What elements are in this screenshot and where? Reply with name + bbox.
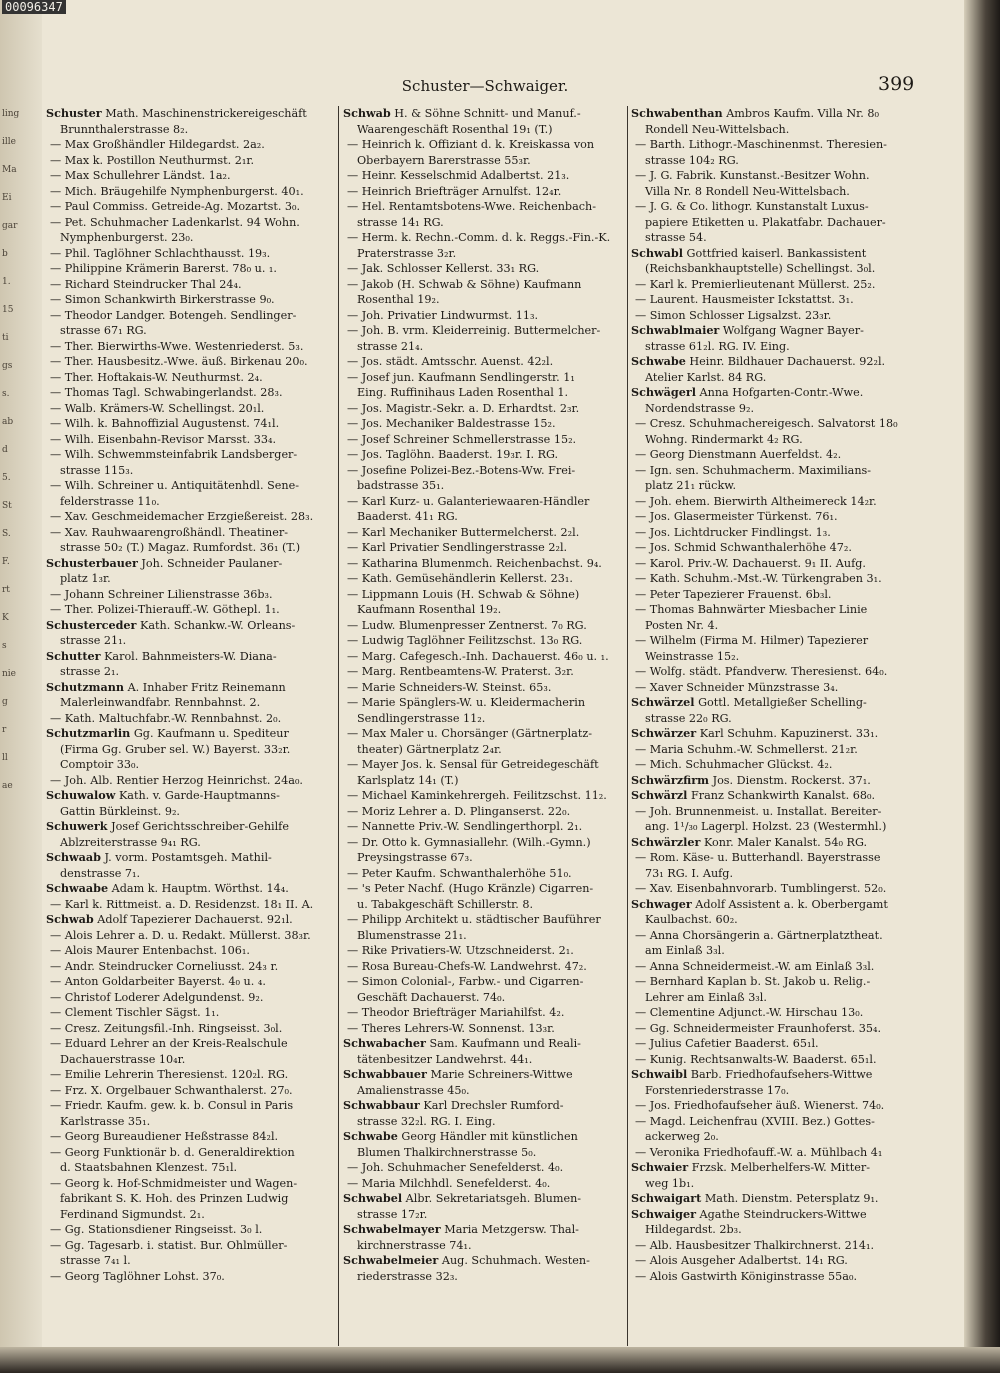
margin-note: K (2, 613, 9, 623)
margin-bleed-text (2, 100, 40, 800)
sub-entry: — Kath. Schuhm.-Mst.-W. Türkengraben 3₁. (635, 572, 882, 585)
sub-entry: — Heinrich k. Offiziant d. k. Kreiskassa von (347, 138, 595, 151)
entry-continuation: kirchnerstrasse 74₁. (357, 1238, 472, 1252)
sub-entry: — Philipp Architekt u. städtischer Bauführer (347, 913, 601, 926)
margin-note: ae (2, 781, 13, 791)
sub-entry: — J. G. & Co. lithogr. Kunstanstalt Luxus- (635, 200, 869, 213)
entry-continuation: Kaufmann Rosenthal 19₂. (357, 603, 502, 616)
page-number: 399 (878, 73, 915, 95)
sub-entry: — Georg Dienstmann Auerfeldst. 4₂. (635, 448, 842, 461)
entry-continuation: d. Staatsbahnen Klenzest. 75₁l. (60, 1161, 238, 1174)
sub-entry: — Christof Loderer Adelgundenst. 9₂. (50, 990, 264, 1004)
entry-continuation: Baaderst. 41₁ RG. (357, 510, 458, 523)
column-rule (338, 106, 339, 1346)
entry-continuation: Weinstrasse 15₂. (645, 649, 740, 663)
sub-entry: — Marg. Rentbeamtens-W. Praterst. 3₂r. (347, 665, 574, 678)
margin-note: nie (2, 669, 17, 679)
sub-entry: — Wilhelm (Firma M. Hilmer) Tapezierer (635, 634, 869, 647)
sub-entry: — Simon Schankwirth Birkerstrasse 9₀. (50, 293, 275, 306)
surname-entry: Schwabelmayer Maria Metzgersw. Thal- (343, 1222, 579, 1236)
surname-entry: Schutzmarlin Gg. Kaufmann u. Spediteur (46, 726, 289, 740)
sub-entry: — Joh. Brunnenmeist. u. Installat. Bereiter- (635, 804, 882, 818)
sub-entry: — Jos. städt. Amtsschr. Auenst. 42₂l. (347, 355, 554, 368)
sub-entry: — Emilie Lehrerin Theresienst. 120₂l. RG. (50, 1068, 289, 1081)
entry-continuation: Oberbayern Barerstrasse 55₃r. (357, 153, 531, 167)
entry-continuation: fabrikant S. K. Hoh. des Prinzen Ludwig (60, 1192, 289, 1205)
sub-entry: — Wilh. Eisenbahn-Revisor Marsst. 33₄. (50, 432, 277, 446)
surname-entry: Schwager Adolf Assistent a. k. Oberbergamt (631, 896, 888, 911)
entry-continuation: weg 1b₁. (645, 1176, 695, 1190)
surname-entry: Schwabbauer Marie Schreiners-Wittwe (343, 1067, 573, 1081)
entry-continuation: Wohng. Rindermarkt 4₂ RG. (645, 432, 803, 446)
entry-continuation: papiere Etiketten u. Plakatfabr. Dachauer- (645, 215, 886, 229)
sub-entry: — Kath. Maltuchfabr.-W. Rennbahnst. 2₀. (50, 711, 282, 725)
sub-entry: — Herm. k. Rechn.-Comm. d. k. Reggs.-Fin.-K. (347, 231, 611, 244)
margin-note: gs (2, 361, 13, 371)
margin-note: s (2, 641, 7, 651)
entry-continuation: riederstrasse 32₃. (357, 1269, 458, 1283)
sub-entry: — Ludwig Taglöhner Feilitzschst. 13₀ RG. (347, 634, 583, 647)
sub-entry: — Jak. Schlosser Kellerst. 33₁ RG. (347, 262, 540, 275)
sub-entry: — Joh. B. vrm. Kleiderreinig. Buttermelcher- (347, 324, 601, 337)
sub-entry: — Barth. Lithogr.-Maschinenmst. Theresien- (635, 138, 887, 151)
entry-continuation: strasse 67₁ RG. (60, 324, 147, 337)
surname-entry: Schuwerk Josef Gerichtsschreiber-Gehilfe (46, 819, 289, 833)
entry-continuation: strasse 54. (645, 231, 707, 244)
sub-entry: — Veronika Friedhofauff.-W. a. Mühlbach 4₁ (635, 1145, 883, 1159)
entry-continuation: Hildegardst. 2b₃. (645, 1223, 742, 1236)
entry-continuation: Atelier Karlst. 84 RG. (645, 370, 767, 384)
entry-continuation: Praterstrasse 3₂r. (357, 246, 457, 260)
entry-continuation: Karlsplatz 14₁ (T.) (357, 773, 459, 787)
entry-continuation: strasse 7₄₁ l. (60, 1254, 131, 1267)
surname-entry: Schutzmann A. Inhaber Fritz Reinemann (46, 679, 286, 694)
surname-entry: Schuster Math. Maschinenstrickereigeschäft (46, 106, 307, 120)
sub-entry: — Jos. Taglöhn. Baaderst. 19₃r. I. RG. (347, 448, 559, 461)
sub-entry: — Ther. Hoftakais-W. Neuthurmst. 2₄. (50, 370, 263, 384)
margin-note: Ma (2, 165, 17, 175)
entry-continuation: Gattin Bürkleinst. 9₂. (60, 804, 180, 818)
margin-note: S. (2, 529, 11, 539)
entry-continuation: strasse 2₁. (60, 665, 120, 678)
surname-entry: Schwaibl Barb. Friedhofaufsehers-Wittwe (631, 1067, 873, 1081)
surname-entry: Schwab H. & Söhne Schnitt- und Manuf.- (343, 106, 581, 120)
surname-entry: Schwabe Heinr. Bildhauer Dachauerst. 92₂l. (631, 354, 886, 368)
surname-entry: Schwärzl Franz Schankwirth Kanalst. 68₀. (631, 788, 876, 802)
entry-continuation: Dachauerstrasse 10₄r. (60, 1052, 186, 1066)
sub-entry: — Jos. Friedhofaufseher äuß. Wienerst. 74₀. (635, 1099, 885, 1112)
sub-entry: — Alois Maurer Entenbachst. 106₁. (50, 944, 250, 957)
sub-entry: — Gg. Schneidermeister Fraunhoferst. 35₄. (635, 1021, 882, 1035)
sub-entry: — Moriz Lehrer a. D. Plinganserst. 22₀. (347, 804, 571, 818)
sub-entry: — Peter Tapezierer Frauenst. 6b₃l. (635, 587, 832, 601)
sub-entry: — Max Schullehrer Ländst. 1a₂. (50, 169, 231, 182)
sub-entry: — 's Peter Nachf. (Hugo Kränzle) Cigarren- (347, 882, 594, 895)
sub-entry: — Max Großhändler Hildegardst. 2a₂. (50, 138, 265, 151)
sub-entry: — Laurent. Hausmeister Ickstattst. 3₁. (635, 293, 854, 306)
sub-entry: — Ign. sen. Schuhmacherm. Maximilians- (635, 463, 872, 477)
scan-id-stamp: 00096347 (2, 0, 66, 14)
sub-entry: — Karol. Priv.-W. Dachauerst. 9₁ II. Aufg. (635, 556, 866, 570)
entry-continuation: Brunnthalerstrasse 8₂. (60, 122, 189, 136)
surname-entry: Schwabe Georg Händler mit künstlichen (343, 1129, 578, 1143)
surname-entry: Schwaab J. vorm. Postamtsgeh. Mathil- (46, 850, 272, 864)
sub-entry: — Joh. Alb. Rentier Herzog Heinrichst. 24a₀. (50, 773, 303, 787)
margin-note: b (2, 249, 8, 259)
sub-entry: — Georg Taglöhner Lohst. 37₀. (50, 1269, 225, 1283)
entry-continuation: ang. 1¹/₃₀ Lagerpl. Holzst. 23 (Westermhl.) (645, 820, 887, 833)
entry-continuation: Villa Nr. 8 Rondell Neu-Wittelsbach. (645, 184, 850, 198)
sub-entry: — Ther. Bierwirths-Wwe. Westenriederst. 5₃. (50, 339, 304, 353)
sub-entry: — Michael Kaminkehrergeh. Feilitzschst. 11₂. (347, 789, 607, 802)
sub-entry: — Gg. Tagesarb. i. statist. Bur. Ohlmüller- (50, 1238, 288, 1252)
margin-note: g (2, 697, 8, 707)
sub-entry: — Anton Goldarbeiter Bayerst. 4₀ u. ₄. (50, 975, 266, 988)
sub-entry: — Bernhard Kaplan b. St. Jakob u. Relig.- (635, 975, 871, 988)
surname-entry: Schwärzfirm Jos. Dienstm. Rockerst. 37₁. (631, 772, 871, 787)
entry-continuation: theater) Gärtnerplatz 2₄r. (357, 742, 502, 756)
sub-entry: — Jos. Schmid Schwanthalerhöhe 47₂. (635, 541, 852, 554)
entry-continuation: Ablzreiterstrasse 9₄₁ RG. (60, 835, 201, 849)
surname-entry: Schwablmaier Wolfgang Wagner Bayer- (631, 323, 864, 337)
margin-note: ll (2, 753, 8, 763)
sub-entry: — Jos. Mechaniker Baldestrasse 15₂. (347, 417, 556, 430)
surname-entry: Schwabbaur Karl Drechsler Rumford- (343, 1098, 564, 1112)
sub-entry: — Phil. Taglöhner Schlachthausst. 19₃. (50, 246, 271, 260)
entry-continuation: Karlstrasse 35₁. (60, 1114, 151, 1128)
sub-entry: — Jos. Magistr.-Sekr. a. D. Erhardtst. 2₃r. (347, 401, 580, 415)
sub-entry: — Joh. Schuhmacher Senefelderst. 4₀. (347, 1161, 564, 1174)
entry-continuation: felderstrasse 11₀. (60, 494, 160, 508)
sub-entry: — Alois Ausgeher Adalbertst. 14₁ RG. (635, 1254, 848, 1267)
sub-entry: — Anna Chorsängerin a. Gärtnerplatztheat. (635, 928, 883, 942)
sub-entry: — Rom. Käse- u. Butterhandl. Bayerstrasse (635, 851, 881, 864)
sub-entry: — Thomas Bahnwärter Miesbacher Linie (635, 603, 868, 616)
margin-note: ab (2, 417, 14, 427)
entry-continuation: Sendlingerstrasse 11₂. (357, 711, 486, 725)
sub-entry: — Kath. Gemüsehändlerin Kellerst. 23₁. (347, 572, 573, 585)
margin-note: r (2, 725, 7, 735)
sub-entry: — Marie Schneiders-W. Steinst. 65₃. (347, 680, 552, 694)
sub-entry: — Karl k. Premierlieutenant Müllerst. 25₂. (635, 277, 876, 291)
sub-entry: — Frz. X. Orgelbauer Schwanthalerst. 27₀. (50, 1083, 293, 1097)
entry-continuation: badstrasse 35₁. (357, 479, 445, 492)
sub-entry: — Rike Privatiers-W. Utzschneiderst. 2₁. (347, 944, 574, 957)
entry-continuation: strasse 17₂r. (357, 1207, 428, 1221)
sub-entry: — Anna Schneidermeist.-W. am Einlaß 3₃l. (635, 959, 875, 973)
column-middle (343, 106, 625, 1346)
margin-note: 15 (2, 305, 14, 315)
sub-entry: — Simon Schlosser Ligsalzst. 23₃r. (635, 308, 832, 322)
sub-entry: — Paul Commiss. Getreide-Ag. Mozartst. 3₀. (50, 200, 301, 213)
sub-entry: — Katharina Blumenmch. Reichenbachst. 9₄. (347, 556, 602, 570)
entry-continuation: Lehrer am Einlaß 3₃l. (645, 990, 767, 1004)
sub-entry: — Johann Schreiner Lilienstrasse 36b₃. (50, 587, 273, 601)
surname-entry: Schwabel Albr. Sekretariatsgeh. Blumen- (343, 1191, 582, 1205)
sub-entry: — Alois Gastwirth Königinstrasse 55a₀. (635, 1269, 857, 1283)
sub-entry: — Xav. Rauhwaarengroßhändl. Theatiner- (50, 525, 288, 539)
sub-entry: — Wilh. k. Bahnoffizial Augustenst. 74₁l. (50, 417, 280, 430)
sub-entry: — Kunig. Rechtsanwalts-W. Baaderst. 65₁l. (635, 1052, 877, 1066)
entry-continuation: platz 1₃r. (60, 572, 111, 585)
surname-entry: Schutter Karol. Bahnmeisters-W. Diana- (46, 648, 277, 663)
sub-entry: — Mayer Jos. k. Sensal für Getreidegeschäft (347, 758, 599, 771)
entry-continuation: Ferdinand Sigmundst. 2₁. (60, 1207, 205, 1221)
sub-entry: — Alb. Hausbesitzer Thalkirchnerst. 214₁. (635, 1238, 875, 1252)
sub-entry: — Alois Lehrer a. D. u. Redakt. Müllerst. 38₃r. (50, 928, 311, 942)
sub-entry: — Walb. Krämers-W. Schellingst. 20₁l. (50, 401, 265, 415)
sub-entry: — Mich. Bräugehilfe Nymphenburgerst. 40₁. (50, 184, 304, 198)
sub-entry: — Theodor Briefträger Mariahilfst. 4₂. (347, 1006, 565, 1019)
margin-note: St (2, 501, 12, 511)
sub-entry: — Philippine Krämerin Barerst. 78₀ u. ₁. (50, 262, 277, 275)
entry-continuation: strasse 104₂ RG. (645, 153, 739, 167)
sub-entry: — Gg. Stationsdiener Ringseisst. 3₀ l. (50, 1223, 263, 1236)
sub-entry: — Dr. Otto k. Gymnasiallehr. (Wilh.-Gymn.) (347, 835, 591, 849)
margin-note: Ei (2, 193, 12, 203)
page-edge-bottom (0, 1347, 1000, 1373)
sub-entry: — Cresz. Schuhmachereigesch. Salvatorst 18₀ (635, 417, 898, 430)
sub-entry: — Marie Spänglers-W. u. Kleidermacherin (347, 696, 586, 709)
margin-note: ling (2, 109, 20, 119)
sub-entry: — Joh. ehem. Bierwirth Altheimereck 14₂r. (635, 494, 877, 508)
sub-entry: — Karl Privatier Sendlingerstrasse 2₂l. (347, 541, 568, 554)
entry-continuation: strasse 32₂l. RG. I. Eing. (357, 1114, 496, 1128)
entry-continuation: strasse 14₁ RG. (357, 215, 444, 229)
sub-entry: — Georg k. Hof-Schmidmeister und Wagen- (50, 1176, 298, 1190)
entry-continuation: Eing. Ruffinihaus Laden Rosenthal 1. (357, 386, 569, 399)
sub-entry: — Ther. Polizei-Thierauff.-W. Göthepl. 1₁. (50, 603, 280, 616)
entry-continuation: strasse 21₄. (357, 339, 424, 353)
entry-continuation: strasse 21₁. (60, 634, 127, 647)
sub-entry: — Nannette Priv.-W. Sendlingerthorpl. 2₁. (347, 820, 583, 833)
surname-entry: Schwabelmeier Aug. Schuhmach. Westen- (343, 1253, 590, 1267)
surname-entry: Schwärzer Karl Schuhm. Kapuzinerst. 33₁. (631, 726, 879, 740)
entry-continuation: Malerleinwandfabr. Rennbahnst. 2. (60, 696, 261, 709)
margin-note: ille (2, 137, 16, 147)
sub-entry: — Xav. Eisenbahnvorarb. Tumblingerst. 52₀. (635, 882, 887, 895)
entry-continuation: Amalienstrasse 45₀. (357, 1083, 470, 1097)
sub-entry: — Hel. Rentamtsbotens-Wwe. Reichenbach- (347, 200, 597, 213)
sub-entry: — Simon Colonial-, Farbw.- und Cigarren- (347, 975, 584, 988)
sub-entry: — Karl Kurz- u. Galanteriewaaren-Händler (347, 494, 590, 508)
entry-continuation: u. Tabakgeschäft Schillerstr. 8. (357, 897, 534, 911)
sub-entry: — Clement Tischler Sägst. 1₁. (50, 1006, 220, 1019)
sub-entry: — Marg. Cafegesch.-Inh. Dachauerst. 46₀ u. ₁. (347, 649, 609, 663)
margin-note: gar (2, 221, 18, 231)
sub-entry: — Josefine Polizei-Bez.-Botens-Ww. Frei- (347, 463, 576, 477)
sub-entry: — Eduard Lehrer an der Kreis-Realschule (50, 1037, 288, 1050)
entry-continuation: 73₁ RG. I. Aufg. (645, 866, 734, 880)
sub-entry: — Friedr. Kaufm. gew. k. b. Consul in Paris (50, 1099, 294, 1112)
entry-continuation: Nymphenburgerst. 23₀. (60, 231, 194, 244)
surname-entry: Schwaigart Math. Dienstm. Petersplatz 9₁. (631, 1191, 879, 1205)
entry-continuation: denstrasse 7₁. (60, 866, 141, 880)
surname-entry: Schwaier Frzsk. Melberhelfers-W. Mitter- (631, 1160, 870, 1174)
entry-continuation: am Einlaß 3₃l. (645, 944, 725, 957)
page-title: Schuster—Schwaiger. (401, 77, 569, 95)
surname-entry: Schwabacher Sam. Kaufmann und Reali- (343, 1036, 581, 1050)
margin-note: rt (2, 585, 10, 595)
surname-entry: Schuwalow Kath. v. Garde-Hauptmanns- (46, 788, 280, 802)
margin-note: ti (2, 333, 9, 343)
entry-continuation: platz 21₁ rückw. (645, 479, 737, 492)
margin-note: 1. (2, 277, 11, 287)
sub-entry: — Clementine Adjunct.-W. Hirschau 13₀. (635, 1006, 864, 1019)
sub-entry: — Maria Schuhm.-W. Schmellerst. 21₂r. (635, 742, 858, 756)
sub-entry: — Rosa Bureau-Chefs-W. Landwehrst. 47₂. (347, 959, 587, 973)
sub-entry: — Peter Kaufm. Schwanthalerhöhe 51₀. (347, 866, 572, 880)
sub-entry: — Mich. Schuhmacher Glückst. 4₂. (635, 758, 833, 771)
entry-continuation: (Firma Gg. Gruber sel. W.) Bayerst. 33₂r. (60, 742, 291, 756)
sub-entry: — Xaver Schneider Münzstrasse 3₄. (635, 680, 839, 694)
sub-entry: — Karl k. Rittmeist. a. D. Residenzst. 18₁ II. A. (50, 897, 314, 911)
margin-note: 5. (2, 473, 11, 483)
sub-entry: — Theres Lehrers-W. Sonnenst. 13₃r. (347, 1021, 555, 1035)
entry-continuation: strasse 115₃. (60, 463, 134, 477)
column-left (46, 106, 333, 1346)
entry-continuation: Geschäft Dachauerst. 74₀. (357, 990, 506, 1004)
page-edge-right (964, 0, 1000, 1373)
sub-entry: — Joh. Privatier Lindwurmst. 11₃. (347, 308, 539, 322)
entry-continuation: ackerweg 2₀. (645, 1130, 719, 1143)
surname-entry: Schwabl Gottfried kaiserl. Bankassistent (631, 245, 867, 260)
sub-entry: — Richard Steindrucker Thal 24₄. (50, 277, 242, 291)
entry-continuation: (Reichsbankhauptstelle) Schellingst. 3₀l. (645, 262, 876, 275)
column-right (631, 106, 919, 1346)
surname-entry: Schusterceder Kath. Schankw.-W. Orleans- (46, 617, 296, 632)
entry-continuation: strasse 50₂ (T.) Magaz. Rumfordst. 36₁ (T.) (60, 541, 301, 554)
sub-entry: — Cresz. Zeitungsfil.-Inh. Ringseisst. 3₀l. (50, 1021, 283, 1035)
margin-note: s. (2, 389, 10, 399)
sub-entry: — J. G. Fabrik. Kunstanst.-Besitzer Wohn. (635, 169, 870, 182)
sub-entry: — Andr. Steindrucker Corneliusst. 24₃ r. (50, 959, 279, 973)
sub-entry: — Ther. Hausbesitz.-Wwe. äuß. Birkenau 20₀. (50, 355, 308, 368)
entry-continuation: Blumenstrasse 21₁. (357, 928, 467, 942)
sub-entry: — Karl Mechaniker Buttermelcherst. 2₂l. (347, 525, 580, 539)
surname-entry: Schwabenthan Ambros Kaufm. Villa Nr. 8₀ (631, 106, 880, 120)
sub-entry: — Wolfg. städt. Pfandverw. Theresienst. 64₀. (635, 665, 888, 678)
margin-note: d (2, 445, 8, 455)
surname-entry: Schwab Adolf Tapezierer Dachauerst. 92₁l. (46, 912, 293, 926)
sub-entry: — Max Maler u. Chorsänger (Gärtnerplatz- (347, 727, 592, 740)
entry-continuation: Blumen Thalkirchnerstrasse 5₀. (357, 1145, 537, 1159)
entry-continuation: Waarengeschäft Rosenthal 19₁ (T.) (357, 122, 553, 136)
entry-continuation: Comptoir 33₀. (60, 758, 140, 771)
sub-entry: — Lippmann Louis (H. Schwab & Söhne) (347, 587, 580, 601)
sub-entry: — Georg Funktionär b. d. Generaldirektion (50, 1145, 295, 1159)
surname-entry: Schwärzel Gottl. Metallgießer Schelling- (631, 695, 867, 709)
sub-entry: — Maria Milchhdl. Senefelderst. 4₀. (347, 1176, 551, 1190)
margin-note: F. (2, 557, 10, 567)
entry-continuation: Preysingstrasse 67₃. (357, 851, 473, 864)
sub-entry: — Georg Bureaudiener Heßstrasse 84₂l. (50, 1130, 279, 1143)
surname-entry: Schwaiger Agathe Steindruckers-Wittwe (631, 1206, 867, 1221)
entry-continuation: Rondell Neu-Wittelsbach. (645, 122, 790, 136)
sub-entry: — Jos. Lichtdrucker Findlingst. 1₃. (635, 525, 831, 539)
surname-entry: Schusterbauer Joh. Schneider Paulaner- (46, 555, 283, 570)
sub-entry: — Jos. Glasermeister Türkenst. 76₁. (635, 510, 838, 523)
sub-entry: — Heinr. Kesselschmid Adalbertst. 21₃. (347, 169, 570, 182)
surname-entry: Schwaabe Adam k. Hauptm. Wörthst. 14₄. (46, 881, 289, 895)
sub-entry: — Magd. Leichenfrau (XVIII. Bez.) Gottes- (635, 1114, 875, 1128)
sub-entry: — Jakob (H. Schwab & Söhne) Kaufmann (347, 277, 582, 291)
entry-continuation: Posten Nr. 4. (645, 618, 719, 632)
sub-entry: — Josef Schreiner Schmellerstrasse 15₂. (347, 432, 577, 446)
entry-continuation: strasse 61₂l. RG. IV. Eing. (645, 339, 790, 353)
entry-continuation: strasse 22₀ RG. (645, 711, 732, 725)
column-rule (627, 106, 628, 1346)
sub-entry: — Max k. Postillon Neuthurmst. 2₁r. (50, 153, 255, 167)
entry-continuation: tätenbesitzer Landwehrst. 44₁. (357, 1052, 533, 1066)
sub-entry: — Pet. Schuhmacher Ladenkarlst. 94 Wohn. (50, 215, 300, 229)
sub-entry: — Ludw. Blumenpresser Zentnerst. 7₀ RG. (347, 618, 587, 632)
entry-continuation: Rosenthal 19₂. (357, 293, 440, 306)
surname-entry: Schwägerl Anna Hofgarten-Contr.-Wwe. (631, 385, 864, 399)
entry-continuation: Forstenriederstrasse 17₀. (645, 1083, 790, 1097)
sub-entry: — Heinrich Briefträger Arnulfst. 12₄r. (347, 184, 562, 198)
entry-continuation: Kaulbachst. 60₂. (645, 913, 738, 926)
sub-entry: — Josef jun. Kaufmann Sendlingerstr. 1₁ (347, 370, 575, 384)
surname-entry: Schwärzler Konr. Maler Kanalst. 54₀ RG. (631, 834, 868, 849)
sub-entry: — Thomas Tagl. Schwabingerlandst. 28₃. (50, 386, 283, 399)
entry-continuation: Nordendstrasse 9₂. (645, 401, 755, 415)
sub-entry: — Wilh. Schwemmsteinfabrik Landsberger- (50, 448, 298, 461)
sub-entry: — Xav. Geschmeidemacher Erzgießereist. 28₃. (50, 510, 314, 523)
sub-entry: — Theodor Landger. Botengeh. Sendlinger- (50, 308, 297, 322)
sub-entry: — Julius Cafetier Baaderst. 65₁l. (635, 1037, 819, 1050)
sub-entry: — Wilh. Schreiner u. Antiquitätenhdl. Sene- (50, 479, 299, 492)
